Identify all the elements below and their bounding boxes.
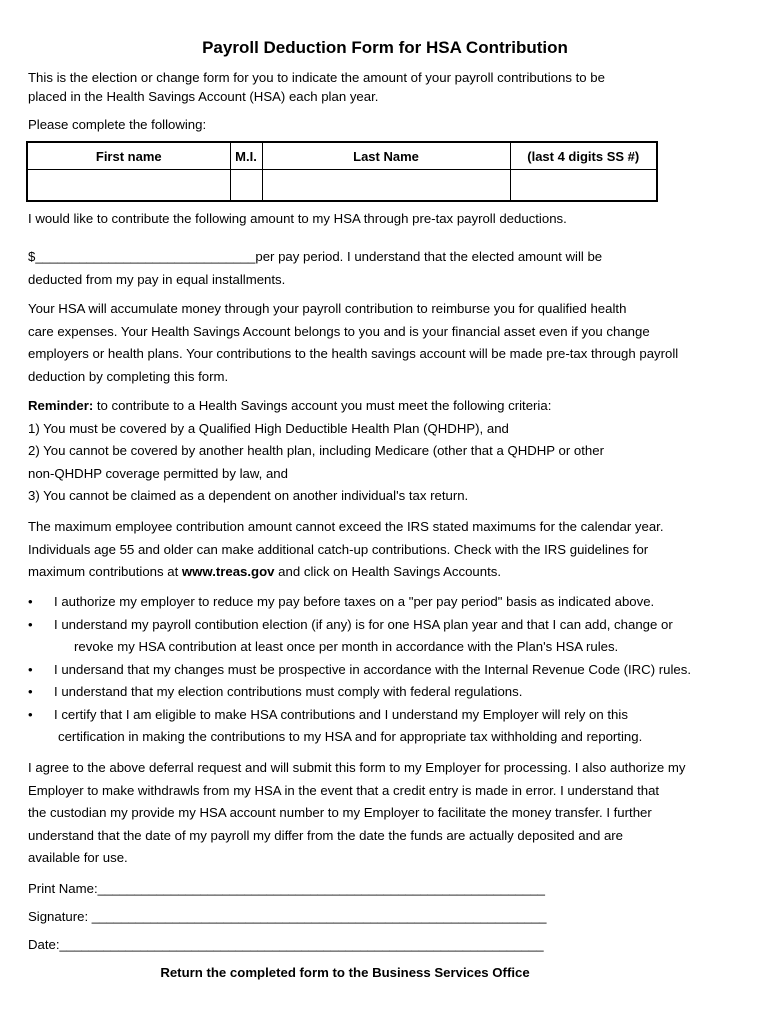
- middle-initial-field[interactable]: [230, 170, 262, 202]
- list-item-text: certification in making the contributions to my HSA and for appropriate tax withholding and reporting.: [58, 729, 643, 744]
- bullet-icon: •: [28, 706, 33, 722]
- form-title: Payroll Deduction Form for HSA Contribution: [202, 38, 568, 57]
- amount-suffix: per pay period. I understand that the elected amount will be: [255, 249, 603, 264]
- last-name-header: Last Name: [262, 142, 510, 170]
- agreement-line: I agree to the above deferral request and will submit this form to my Employer for processing. I also authorize my: [28, 760, 686, 775]
- list-item: [28, 591, 748, 614]
- maximum-line-pre: maximum contributions at: [28, 564, 182, 579]
- reminder-label: Reminder:: [28, 398, 94, 413]
- list-item: [28, 681, 748, 704]
- bullet-icon: •: [28, 594, 33, 609]
- accumulate-paragraph: [28, 298, 748, 388]
- agreement-line: understand that the date of my payroll my differ from the date the funds are actually deposited and are: [28, 827, 624, 843]
- agreement-paragraph: [28, 757, 748, 870]
- date-field[interactable]: Date:__________________________________________________________________: [28, 937, 544, 952]
- list-item-text: I understand that my election contributions must comply with federal regulations.: [54, 684, 523, 699]
- list-item: [28, 659, 748, 682]
- first-name-field[interactable]: [27, 170, 230, 202]
- reminder-item: 3) You cannot be claimed as a dependent on another individual's tax return.: [28, 488, 469, 503]
- maximum-line: The maximum employee contribution amount cannot exceed the IRS stated maximums for the calendar year.: [28, 519, 664, 534]
- amount-field[interactable]: $______________________________: [28, 249, 256, 264]
- accumulate-line: Your HSA will accumulate money through your payroll contribution to reimburse you for qualified health: [28, 301, 627, 316]
- bullet-icon: •: [28, 616, 33, 632]
- list-item-text: revoke my HSA contribution at least once per month in accordance with the Plan's HSA rules.: [74, 639, 619, 654]
- maximum-line: [28, 561, 748, 584]
- reminder-line: [28, 395, 748, 418]
- first-name-header: First name: [27, 142, 230, 170]
- amount-line: [28, 246, 748, 269]
- treas-link[interactable]: www.treas.gov: [181, 564, 275, 579]
- print-name-field[interactable]: Print Name:_____________________________________________________________: [28, 881, 546, 896]
- reminder-text: to contribute to a Health Savings account you must meet the following criteria:: [93, 398, 552, 413]
- agreement-line: available for use.: [28, 850, 128, 865]
- list-item: [28, 704, 748, 749]
- amount-line-2: deducted from my pay in equal installments.: [28, 271, 286, 287]
- list-item-text: I understand my payroll contibution election (if any) is for one HSA plan year and that I can add, change or: [54, 616, 673, 632]
- intro-line: placed in the Health Savings Account (HSA) each plan year.: [28, 89, 379, 104]
- please-complete-label: Please complete the following:: [28, 117, 207, 132]
- maximum-line-post: and click on Health Savings Accounts.: [274, 564, 502, 579]
- table-input-row: [27, 170, 657, 202]
- ssn-header: (last 4 digits SS #): [510, 142, 657, 170]
- contribute-statement: I would like to contribute the following amount to my HSA through pre-tax payroll deductions.: [28, 211, 567, 226]
- maximum-line: Individuals age 55 and older can make additional catch-up contributions. Check with the IRS guidelines for: [28, 541, 649, 557]
- accumulate-line: deduction by completing this form.: [28, 368, 229, 384]
- intro-paragraph: [28, 68, 748, 106]
- table-header-row: [27, 142, 657, 170]
- ssn-field[interactable]: [510, 170, 657, 202]
- list-item: [28, 614, 748, 659]
- bullet-icon: •: [28, 684, 33, 699]
- intro-line: This is the election or change form for you to indicate the amount of your payroll contributions to be: [28, 70, 605, 85]
- bullet-icon: •: [28, 661, 33, 677]
- agreement-line: the custodian my provide my HSA account number to my Employer to facilitate the money transfer. I further: [28, 805, 652, 820]
- employee-info-table: [26, 141, 658, 202]
- reminder-item: non-QHDHP coverage permitted by law, and: [28, 465, 288, 481]
- reminder-paragraph: [28, 395, 748, 508]
- reminder-item: 2) You cannot be covered by another health plan, including Medicare (other that a QHDHP or other: [28, 443, 604, 458]
- list-item-text: I certify that I am eligible to make HSA contributions and I understand my Employer will rely on this: [54, 706, 628, 722]
- amount-paragraph: [28, 246, 748, 291]
- reminder-item: 1) You must be covered by a Qualified High Deductible Health Plan (QHDHP), and: [28, 420, 509, 436]
- middle-initial-header: M.I.: [230, 142, 262, 170]
- signature-field[interactable]: Signature: ______________________________________________________________: [28, 909, 547, 924]
- accumulate-line: employers or health plans. Your contributions to the health savings account will be made pre-tax through payroll: [28, 346, 679, 361]
- list-item-text: I authorize my employer to reduce my pay before taxes on a "per pay period" basis as indicated above.: [54, 594, 655, 609]
- return-instruction: Return the completed form to the Business Services Office: [160, 965, 530, 980]
- agreement-line: Employer to make withdrawls from my HSA in the event that a credit entry is made in error. I understand that: [28, 782, 660, 798]
- list-item-text: I undersand that my changes must be prospective in accordance with the Internal Revenue Code (IRC) rules.: [54, 661, 691, 677]
- last-name-field[interactable]: [262, 170, 510, 202]
- maximum-paragraph: [28, 516, 748, 584]
- acknowledgement-list: [28, 591, 748, 749]
- accumulate-line: care expenses. Your Health Savings Account belongs to you and is your financial asset even if you change: [28, 323, 650, 339]
